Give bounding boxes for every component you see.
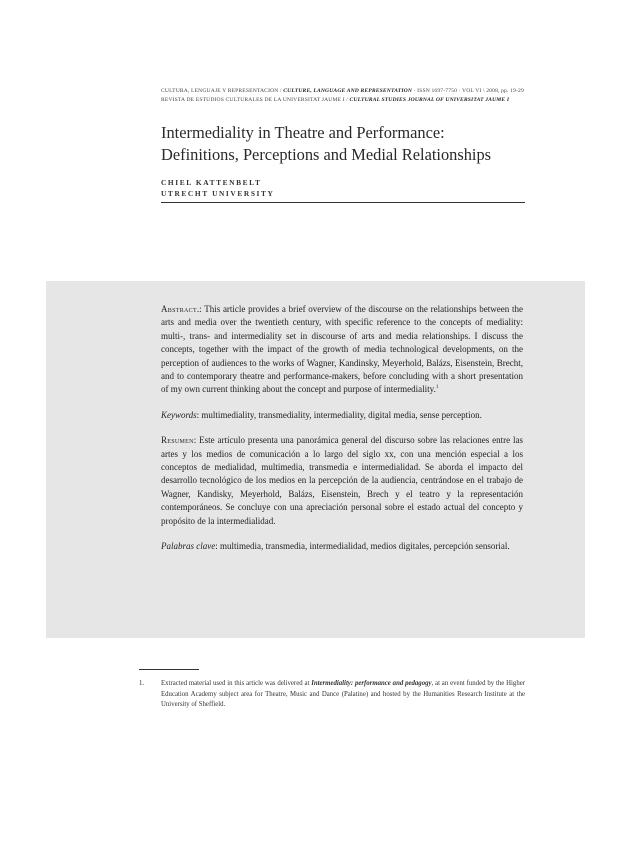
title-divider xyxy=(161,202,525,203)
keywords-paragraph xyxy=(161,409,523,422)
abstract-box xyxy=(46,281,585,638)
abstract-paragraph xyxy=(161,303,523,397)
footnote-text xyxy=(161,679,525,711)
resumen-text: Este artículo presenta una panorámica general del discurso sobre las relaciones entre las artes y los medios de comunicación a lo largo del siglo xx, con una mención especial a los conceptos de medialidad, multimedia, transmedia e intermedialidad. Se aborda el impacto del desarrollo tecnológico de los medios en la percepción de la audiencia, centrándose en el trabajo de Wagner, Kandisky, Meyerhold, Balázs, Eisenstein, Brech y el teatro y la representación contemporáneos. Se concluye con una apreciación personal sobre el estado actual del concepto y propósito de la intermedialidad. xyxy=(161,435,523,526)
palabras-text: : multimedia, transmedia, intermedialidad, medios digitales, percepción sensorial. xyxy=(215,541,510,552)
abstract-text: This article provides a brief overview of the discourse on the relationships between the arts and media over the twentieth century, with specific reference to the concepts of mediality: multi-, trans- and intermediality set in discourse of arts and media relationships. I discuss the concepts, together with the impact of the growth of media technological developments, on the perception of audiences to the works of Wagner, Kandinsky, Meyerhold, Balázs, Eisenstein, Brecht, and to contemporary theatre and performance-makers, before concluding with a short presentation of my own current thinking about the concept and purpose of intermediality. xyxy=(161,304,523,395)
header-journal-name: CULTURE, LANGUAGE AND REPRESENTATION xyxy=(283,88,413,94)
palabras-paragraph xyxy=(161,540,523,553)
resumen-label: Resumen xyxy=(161,435,194,446)
author-name: CHIEL KATTENBELT xyxy=(161,178,262,187)
footnote-prefix: Extracted material used in this article was delivered at xyxy=(161,680,312,687)
header-prefix-2: REVISTA DE ESTUDIOS CULTURALES DE LA UNIVERSITAT JAUME I / xyxy=(161,97,350,103)
footnote-suffix: , at an event funded by the Higher Education Academy subject area for Theatre, Music and Dance (Palatine) and hosted by the Humanities Research Institute at the University of Sheffield. xyxy=(161,680,526,708)
abstract-label: Abstract xyxy=(161,304,197,314)
header-journal-name-2: CULTURAL STUDIES JOURNAL OF UNIVERSITAT JAUME I xyxy=(349,97,510,103)
footnote-number: 1. xyxy=(139,680,145,687)
keywords-text: : multimediality, transmediality, intermediality, digital media, sense perception. xyxy=(196,409,482,420)
title-line-2: Definitions, Perceptions and Medial Relationships xyxy=(161,145,492,164)
header-prefix: CULTURA, LENGUAJE Y REPRESENTACIÓN / xyxy=(161,88,284,94)
header-issn-volume: · ISSN 1697-7750 · VOL VI \ 2008, pp. 19-29 xyxy=(412,88,524,94)
journal-header-line-2 xyxy=(161,97,531,103)
footnote-reference[interactable]: 1 xyxy=(435,385,439,391)
resumen-paragraph xyxy=(161,434,523,528)
palabras-label: Palabras clave xyxy=(161,541,216,552)
author-affiliation: UTRECHT UNIVERSITY xyxy=(161,189,275,198)
journal-header-line-1 xyxy=(161,88,531,94)
abstract-label-punct: .: xyxy=(196,304,205,314)
article-title xyxy=(161,122,541,166)
keywords-label: Keywords xyxy=(161,409,197,420)
footnote-divider xyxy=(139,669,199,670)
footnote-event-title: Intermediality: performance and pedagogy xyxy=(311,680,432,687)
resumen-label-punct: : xyxy=(193,435,200,446)
title-line-1: Intermediality in Theatre and Performance: xyxy=(161,123,445,142)
